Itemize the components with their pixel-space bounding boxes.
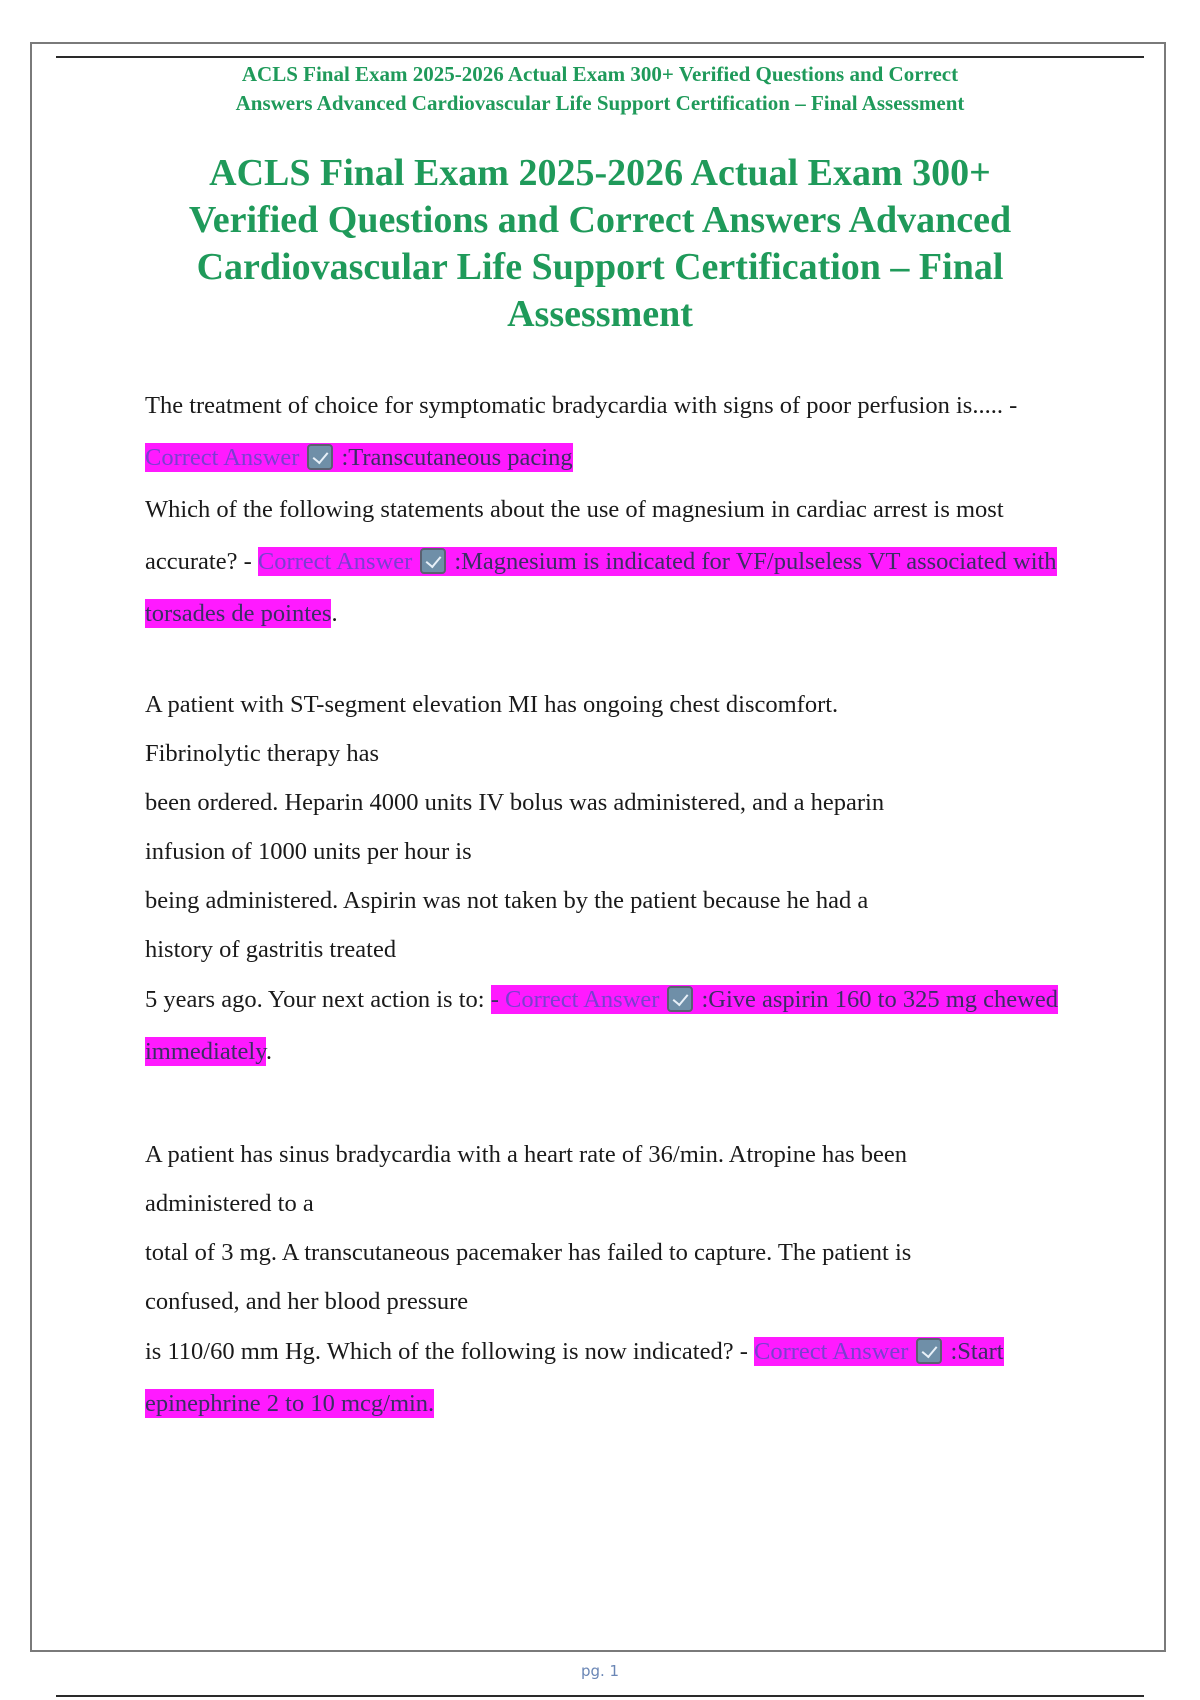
footer-rule bbox=[56, 1695, 1144, 1697]
question-line: A patient with ST-segment elevation MI has ongoing chest discomfort. bbox=[145, 691, 839, 718]
answer-label: Correct Answer bbox=[504, 986, 660, 1013]
checkbox-icon bbox=[307, 444, 333, 470]
title-line-1: ACLS Final Exam 2025-2026 Actual Exam 300+ bbox=[209, 152, 991, 194]
checkbox-icon bbox=[916, 1338, 942, 1364]
question-line: total of 3 mg. A transcutaneous pacemaker has failed to capture. The patient is bbox=[145, 1239, 912, 1266]
page-number: pg. 1 bbox=[580, 1662, 620, 1680]
answer-highlight bbox=[145, 443, 573, 472]
trailing-period: . bbox=[265, 1038, 272, 1065]
question-line: been ordered. Heparin 4000 units IV bolus was administered, and a heparin bbox=[145, 789, 885, 816]
answer-highlight bbox=[145, 547, 1057, 628]
qa-item bbox=[145, 380, 1065, 484]
answer-text: :Start epinephrine 2 to 10 mcg/min. bbox=[145, 1338, 1004, 1417]
question-line: history of gastritis treated bbox=[145, 936, 397, 963]
qa-item bbox=[145, 974, 1065, 1078]
question-line: confused, and her blood pressure bbox=[145, 1288, 469, 1315]
answer-label: Correct Answer bbox=[754, 1338, 909, 1365]
question-text: is 110/60 mm Hg. Which of the following is now indicated? - bbox=[145, 1338, 748, 1365]
title-line-3: Cardiovascular Life Support Certification – Final bbox=[196, 246, 1004, 288]
qa-item bbox=[145, 1326, 1065, 1430]
qa-block bbox=[145, 680, 1065, 1078]
answer-text: :Magnesium is indicated for VF/pulseless VT associated with torsades de pointes bbox=[145, 548, 1057, 627]
question-line: being administered. Aspirin was not taken by the patient because he had a bbox=[145, 887, 869, 914]
question-text: 5 years ago. Your next action is to: bbox=[145, 986, 485, 1013]
answer-text: :Transcutaneous pacing bbox=[341, 444, 573, 471]
answer-label: Correct Answer bbox=[145, 444, 300, 471]
checkbox-icon bbox=[420, 548, 446, 574]
running-header bbox=[56, 60, 1144, 118]
answer-text: :Give aspirin 160 to 325 mg chewed immediately bbox=[145, 986, 1058, 1065]
question-line: administered to a bbox=[145, 1190, 314, 1217]
header-rule bbox=[56, 56, 1144, 58]
answer-prefix: - bbox=[490, 986, 499, 1013]
question-line: infusion of 1000 units per hour is bbox=[145, 838, 472, 865]
question-line: A patient has sinus bradycardia with a heart rate of 36/min. Atropine has been bbox=[145, 1141, 908, 1168]
running-header-line-1: ACLS Final Exam 2025-2026 Actual Exam 300+ Verified Questions and Correct bbox=[241, 62, 959, 86]
title-line-2: Verified Questions and Correct Answers Advanced bbox=[188, 199, 1012, 241]
trailing-period: . bbox=[331, 600, 338, 627]
document-title bbox=[120, 150, 1080, 338]
qa-block bbox=[145, 380, 1065, 640]
answer-label: Correct Answer bbox=[257, 548, 413, 575]
question-text: The treatment of choice for symptomatic bradycardia with signs of poor perfusion is..... - bbox=[145, 392, 1018, 419]
qa-block bbox=[145, 1130, 1065, 1430]
qa-item bbox=[145, 484, 1065, 640]
checkbox-icon bbox=[667, 986, 693, 1012]
title-line-4: Assessment bbox=[507, 293, 693, 335]
question-line: Fibrinolytic therapy has bbox=[145, 740, 380, 767]
running-header-line-2: Answers Advanced Cardiovascular Life Support Certification – Final Assessment bbox=[235, 91, 965, 115]
question-text: Which of the following statements about the use of magnesium in cardiac arrest is most accurate? - bbox=[145, 496, 1004, 575]
